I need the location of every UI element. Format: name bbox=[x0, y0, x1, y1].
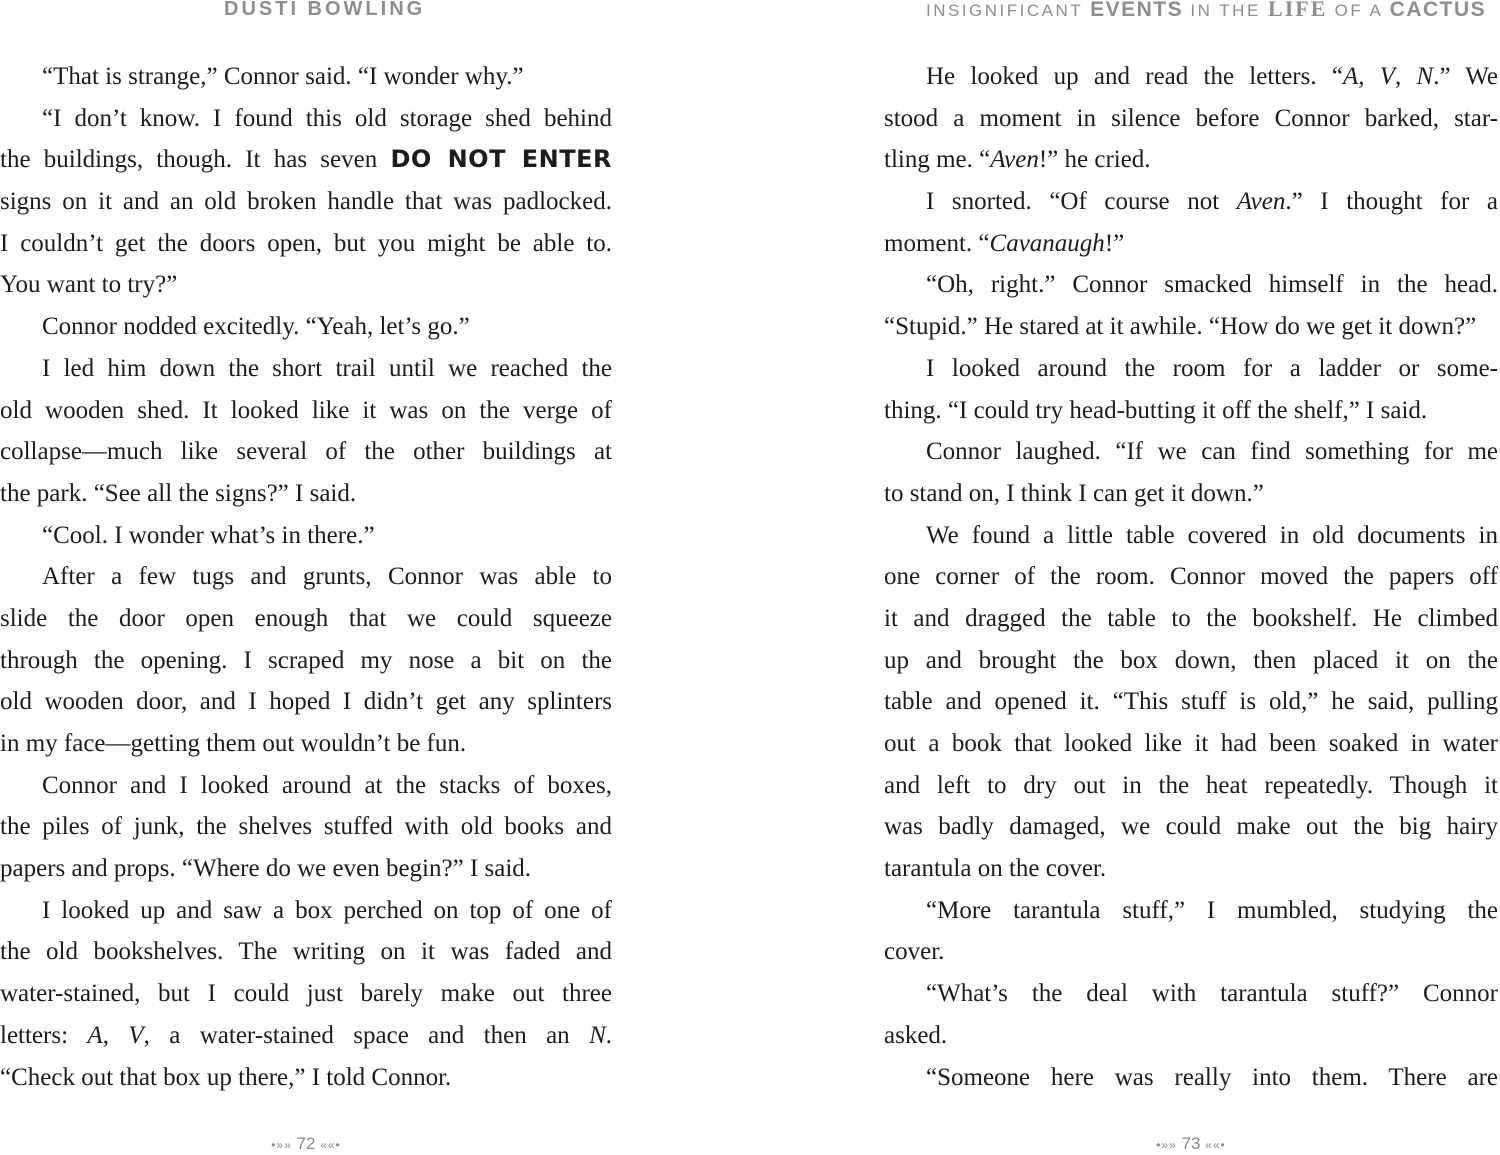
text-line: and left to dry out in the heat repeatedly. Though it bbox=[884, 771, 1498, 799]
text-line: the old bookshelves. The writing on it was faded and bbox=[0, 938, 612, 966]
do-not-enter-sign-text: DO NOT ENTER bbox=[390, 145, 613, 174]
text-line: old wooden door, and I hoped I didn’t get any splinters bbox=[0, 688, 612, 716]
text-line: I looked up and saw a box perched on top of one of bbox=[42, 896, 612, 924]
text-line: Connor nodded excitedly. “Yeah, let’s go.” bbox=[42, 313, 470, 341]
text-line: up and brought the box down, then placed it on the bbox=[884, 646, 1498, 674]
running-head-author: DUSTI BOWLING bbox=[224, 0, 426, 20]
left-page bbox=[0, 0, 612, 1155]
text-line: stood a moment in silence before Connor barked, star- bbox=[884, 104, 1498, 132]
text-line: “More tarantula stuff,” I mumbled, studying the bbox=[926, 896, 1498, 924]
text-line: one corner of the room. Connor moved the papers off bbox=[884, 563, 1498, 591]
text-line: it and dragged the table to the bookshelf. He climbed bbox=[884, 604, 1498, 632]
text-line: old wooden shed. It looked like it was on the verge of bbox=[0, 396, 612, 424]
text-line: tling me. “Aven!” he cried. bbox=[884, 146, 1151, 174]
text-line: moment. “Cavanaugh!” bbox=[884, 229, 1125, 257]
text-line: out a book that looked like it had been soaked in water bbox=[884, 730, 1498, 757]
text-line: “What’s the deal with tarantula stuff?” Connor bbox=[926, 980, 1498, 1008]
folio-ornament-right: ««• bbox=[320, 1138, 341, 1152]
text-line: signs on it and an old broken handle that was padlocked. bbox=[0, 188, 612, 216]
text-line: After a few tugs and grunts, Connor was able to bbox=[42, 563, 612, 591]
text-line: You want to try?” bbox=[0, 271, 178, 299]
text-line: letters: A, V, a water-stained space and then an N. bbox=[0, 1021, 613, 1049]
text-line: through the opening. I scraped my nose a bit on the bbox=[0, 646, 612, 674]
folio-ornament-left: •»» bbox=[1156, 1138, 1177, 1152]
right-page bbox=[884, 0, 1498, 1155]
right-page-text bbox=[884, 56, 1498, 1098]
text-line: I looked around the room for a ladder or some- bbox=[926, 354, 1498, 382]
text-line: collapse—much like several of the other buildings at bbox=[0, 438, 612, 466]
text-line: We found a little table covered in old documents in bbox=[926, 521, 1498, 549]
text-line: “Cool. I wonder what’s in there.” bbox=[42, 521, 375, 549]
text-line: asked. bbox=[884, 1021, 948, 1049]
folio-ornament-left: •»» bbox=[271, 1138, 292, 1152]
text-line: the buildings, though. It has seven DO NOT ENTER bbox=[0, 145, 613, 174]
text-line: Connor and I looked around at the stacks of boxes, bbox=[42, 771, 612, 799]
text-line: to stand on, I think I can get it down.” bbox=[884, 479, 1264, 507]
text-line: I snorted. “Of course not Aven.” I thought for a bbox=[926, 188, 1499, 216]
running-head-title: INSIGNIFICANT EVENTS IN THE LIFE OF A CACTUS bbox=[926, 0, 1487, 21]
page-number-value: 72 bbox=[296, 1134, 316, 1153]
left-page-text bbox=[0, 56, 612, 1098]
text-line: I couldn’t get the doors open, but you might be able to. bbox=[0, 229, 612, 257]
text-line: “I don’t know. I found this old storage shed behind bbox=[42, 104, 612, 132]
text-line: thing. “I could try head-butting it off the shelf,” I said. bbox=[884, 396, 1428, 424]
page-number bbox=[0, 1134, 612, 1155]
text-line: the piles of junk, the shelves stuffed with old books and bbox=[0, 813, 612, 841]
text-line: table and opened it. “This stuff is old,” he said, pulling bbox=[884, 688, 1498, 716]
text-line: was badly damaged, we could make out the big hairy bbox=[884, 813, 1498, 841]
text-line: papers and props. “Where do we even begin?” I said. bbox=[0, 855, 532, 883]
text-line: tarantula on the cover. bbox=[884, 855, 1107, 883]
page-number-value: 73 bbox=[1181, 1134, 1201, 1153]
text-line: slide the door open enough that we could squeeze bbox=[0, 604, 612, 632]
text-line: Connor laughed. “If we can find something for me bbox=[926, 438, 1498, 466]
folio-ornament-right: ««• bbox=[1205, 1138, 1226, 1152]
text-line: cover. bbox=[884, 938, 945, 966]
text-line: I led him down the short trail until we reached the bbox=[42, 354, 612, 382]
text-line: the park. “See all the signs?” I said. bbox=[0, 479, 357, 507]
text-line: “Oh, right.” Connor smacked himself in the head. bbox=[926, 271, 1498, 299]
text-line: “That is strange,” Connor said. “I wonder why.” bbox=[42, 63, 524, 90]
text-line: He looked up and read the letters. “A, V, N.” We bbox=[926, 63, 1499, 90]
text-line: water-stained, but I could just barely make out three bbox=[0, 980, 612, 1008]
page-number bbox=[884, 1134, 1498, 1155]
text-line: “Someone here was really into them. There are bbox=[926, 1063, 1498, 1091]
text-line: in my face—getting them out wouldn’t be fun. bbox=[0, 730, 467, 757]
text-line: “Stupid.” He stared at it awhile. “How do we get it down?” bbox=[884, 313, 1477, 341]
text-line: “Check out that box up there,” I told Connor. bbox=[0, 1063, 452, 1091]
